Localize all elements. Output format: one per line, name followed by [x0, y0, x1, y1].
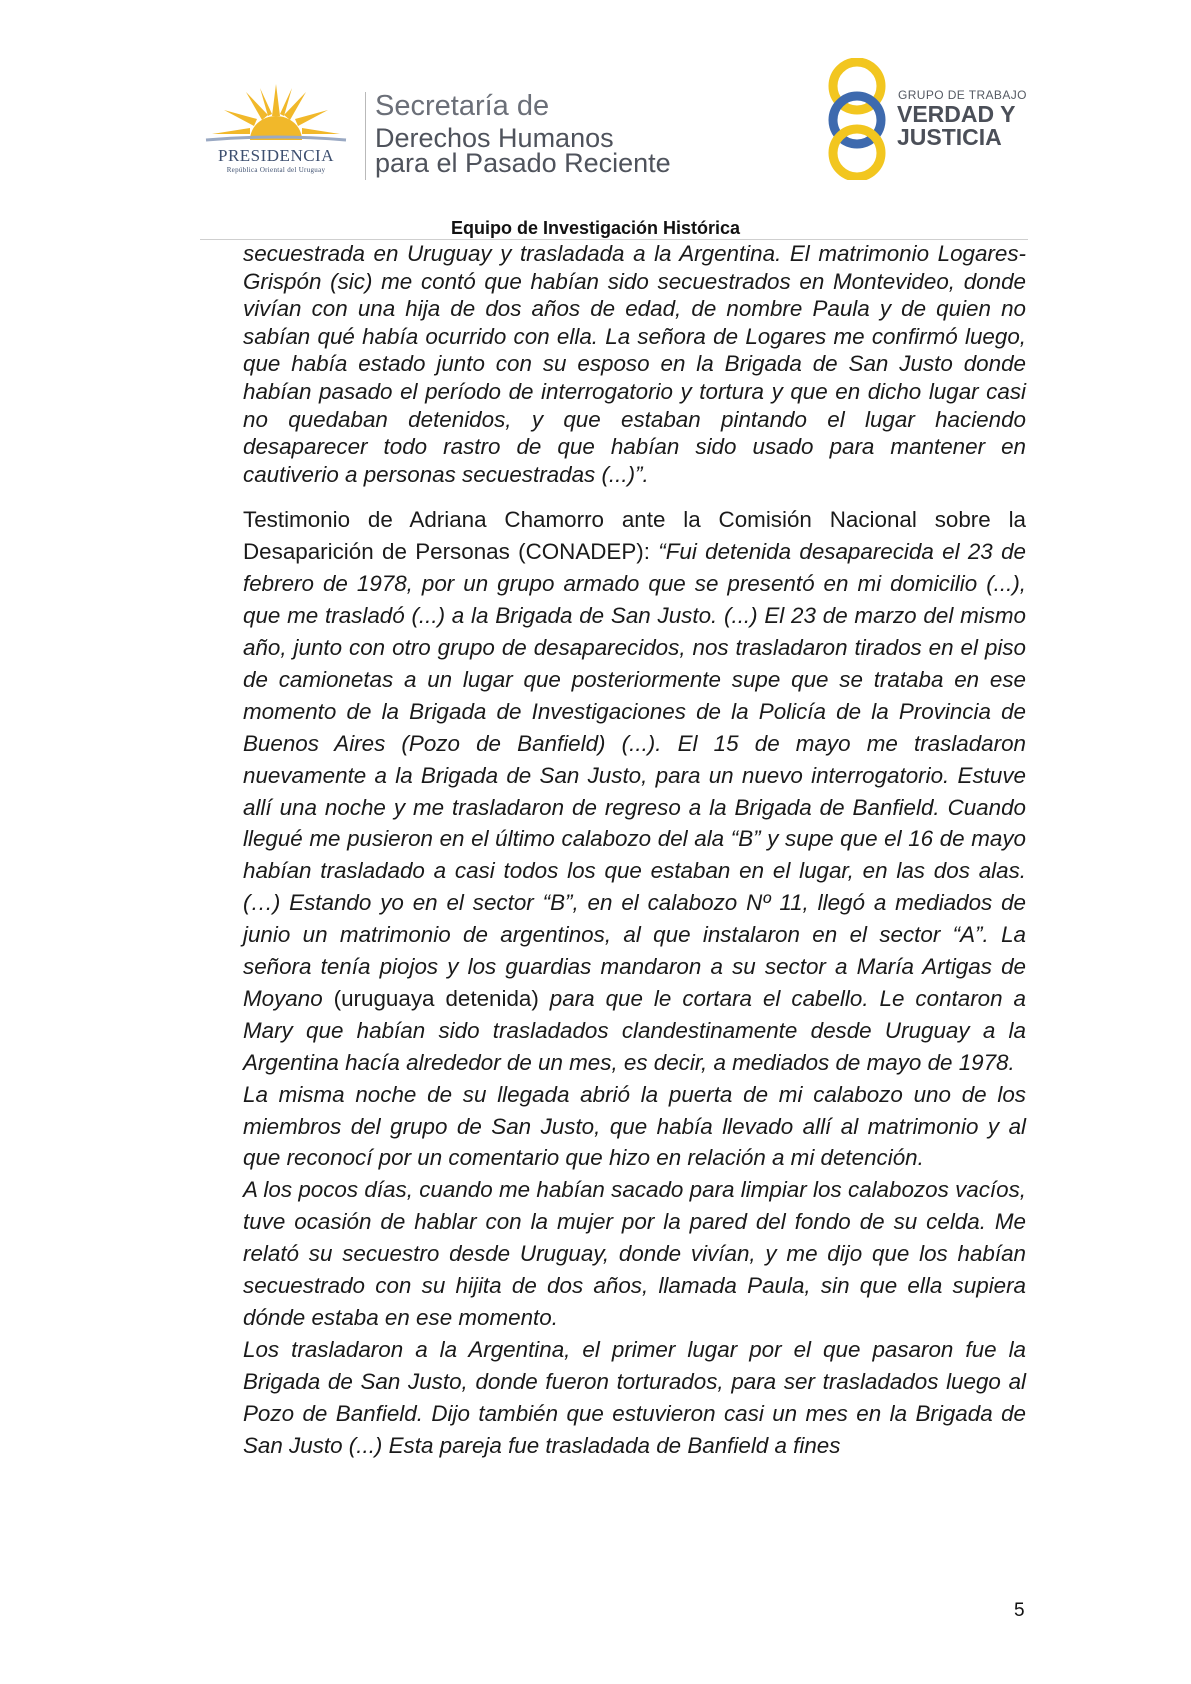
secretaria-line-2: Derechos Humanos	[375, 123, 614, 153]
paragraph-2-quote-2: para que le cortara el cabello. Le contaron a Mary que habían sido trasladados clandestinamente desde Uruguay a la Argentina hacía alrededor de un mes, es decir, a mediados de mayo de 1978.	[243, 985, 1026, 1075]
grupo-trabajo-label: GRUPO DE TRABAJO	[898, 88, 1027, 102]
paragraph-3: La misma noche de su llegada abrió la puerta de mi calabozo uno de los miembros del grupo de San Justo, que había llevado allí al matrimonio y al que reconocí por un comentario que hizo en relación a mi detención.	[243, 1081, 1026, 1171]
paragraph-4: A los pocos días, cuando me habían sacado para limpiar los calabozos vacíos, tuve ocasión de hablar con la mujer por la pared del fondo de su celda. Me relató su secuestro desde Uruguay, donde vivían, y me dijo que los habían secuestrado con su hijita de dos años, llamada Paula, sin que ella supiera dónde estaba en ese momento.	[243, 1177, 1026, 1330]
secretaria-line-1: Secretaría de	[375, 90, 550, 122]
page-number: 5	[1014, 1600, 1025, 1621]
team-title: Equipo de Investigación Histórica	[450, 218, 741, 238]
document-body	[243, 240, 1026, 1462]
verdad-justicia-rings-icon	[822, 58, 892, 180]
presidencia-subtitle: República Oriental del Uruguay	[226, 166, 326, 174]
paragraph-2-lead: Testimonio de Adriana Chamorro ante la Comisión Nacional sobre la Desaparición de Personas (CONADEP):	[243, 507, 1026, 565]
paragraph-2-quote-1: “Fui detenida desaparecida el 23 de febrero de 1978, por un grupo armado que se presentó en mi domicilio (...), que me trasladó (...) a la Brigada de San Justo. (...) El 23 de marzo del mismo año, junto con otro grupo de desaparecidos, nos trasladaron tirados en el piso de camionetas a un lugar que posteriormente supe que se trataba en ese momento de la Brigada de Investigaciones de la Policía de la Provincia de Buenos Aires (Pozo de Banfield) (...). El 15 de mayo me trasladaron nuevamente a la Brigada de San Justo, para un nuevo interrogatorio. Estuve allí una noche y me trasladaron de regreso a la Brigada de Banfield. Cuando llegué me pusieron en el último calabozo del ala “B” y supe que el 16 de mayo habían trasladado a casi todos los que estaban en el lugar, en las dos alas. (…) Estando yo en el sector “B”, en el calabozo Nº 11, llegó a mediados de junio un matrimonio de argentinos, al que instalaron en el sector “A”. La señora tenía piojos y los guardias mandaron a su sector a María Artigas de Moyano	[243, 539, 1026, 1011]
presidencia-wordmark: PRESIDENCIA	[217, 146, 334, 165]
paragraph-2	[243, 504, 1026, 1078]
paragraph-2-plain: (uruguaya detenida)	[333, 985, 539, 1011]
page-header	[0, 0, 1191, 220]
verdad-label: VERDAD Y	[897, 101, 1016, 127]
paragraph-1: secuestrada en Uruguay y trasladada a la Argentina. El matrimonio Logares-Grispón (sic) me contó que habían sido secuestrados en Montevideo, donde vivían con una hija de dos años de edad, de nombre Paula y de quien no sabían qué había ocurrido con ella. La señora de Logares me confirmó luego, que había estado junto con su esposo en la Brigada de San Justo donde habían pasado el período de interrogatorio y tortura y que en dicho lugar casi no quedaban detenidos, y que estaban pintando el lugar haciendo desaparecer todo rastro de que habían sido usado para mantener en cautiverio a personas secuestradas (...)”.	[243, 241, 1026, 487]
paragraph-5: Los trasladaron a la Argentina, el primer lugar por el que pasaron fue la Brigada de San Justo, donde fueron torturados, para ser trasladados luego al Pozo de Banfield. Dijo también que estuvieron casi un mes en la Brigada de San Justo (...) Esta pareja fue trasladada de Banfield a fines	[243, 1336, 1026, 1458]
header-divider	[365, 92, 366, 180]
justicia-label: JUSTICIA	[897, 124, 1002, 150]
secretaria-line-3: para el Pasado Reciente	[375, 148, 671, 178]
